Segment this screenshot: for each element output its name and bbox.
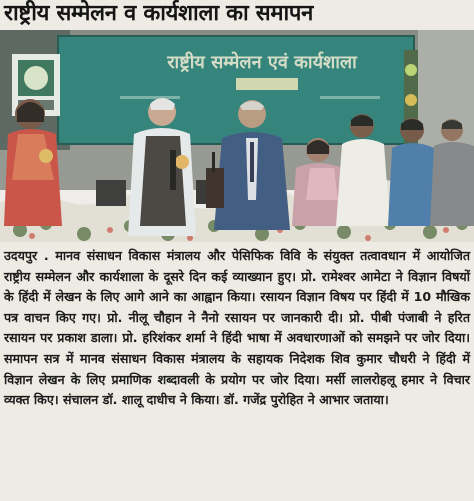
banner-text: राष्ट्रीय सम्मेलन एवं कार्यशाला — [167, 52, 357, 73]
event-photo — [0, 30, 474, 242]
article-body: उदयपुर . मानव संसाधन विकास मंत्रालय और पेसिफिक विवि के संयुक्त तत्वावधान में आयोजित राष्ट्रीय सम्मेलन और कार्यशाला के दूसरे दिन कई व्याख्यान हुए। प्रो. रामेश्वर आमेटा ने विज्ञान विषयों के हिंदी में लेखन के लिए आगे आने का आह्वान किया। रसायन विज्ञान विषय पर हिंदी में 10 मौखिक पत्र वाचन किए गए। प्रो. नीलू चौहान ने नैनो रसायन पर जानकारी दी। प्रो. पीबी पंजाबी ने हरित रसायन पर प्रकाश डाला। प्रो. हरिशंकर शर्मा ने हिंदी भाषा में अवधारणाओं को समझने पर जोर दिया। समापन सत्र में मानव संसाधन विकास मंत्रालय के सहायक निदेशक शिव कुमार चौधरी ने हिंदी में विज्ञान लेखन के लिए प्रमाणिक शब्दावली के प्रयोग पर जोर दिया। मर्सी लालरोहलू हमार ने विचार व्यक्त किए। संचालन डॉ. शालू दाधीच ने किया। डॉ. गजेंद्र पुरोहित ने आभार जताया। — [4, 248, 470, 408]
article-headline: राष्ट्रीय सम्मेलन व कार्यशाला का समापन — [4, 1, 314, 26]
event-photo-illustration — [0, 30, 474, 242]
